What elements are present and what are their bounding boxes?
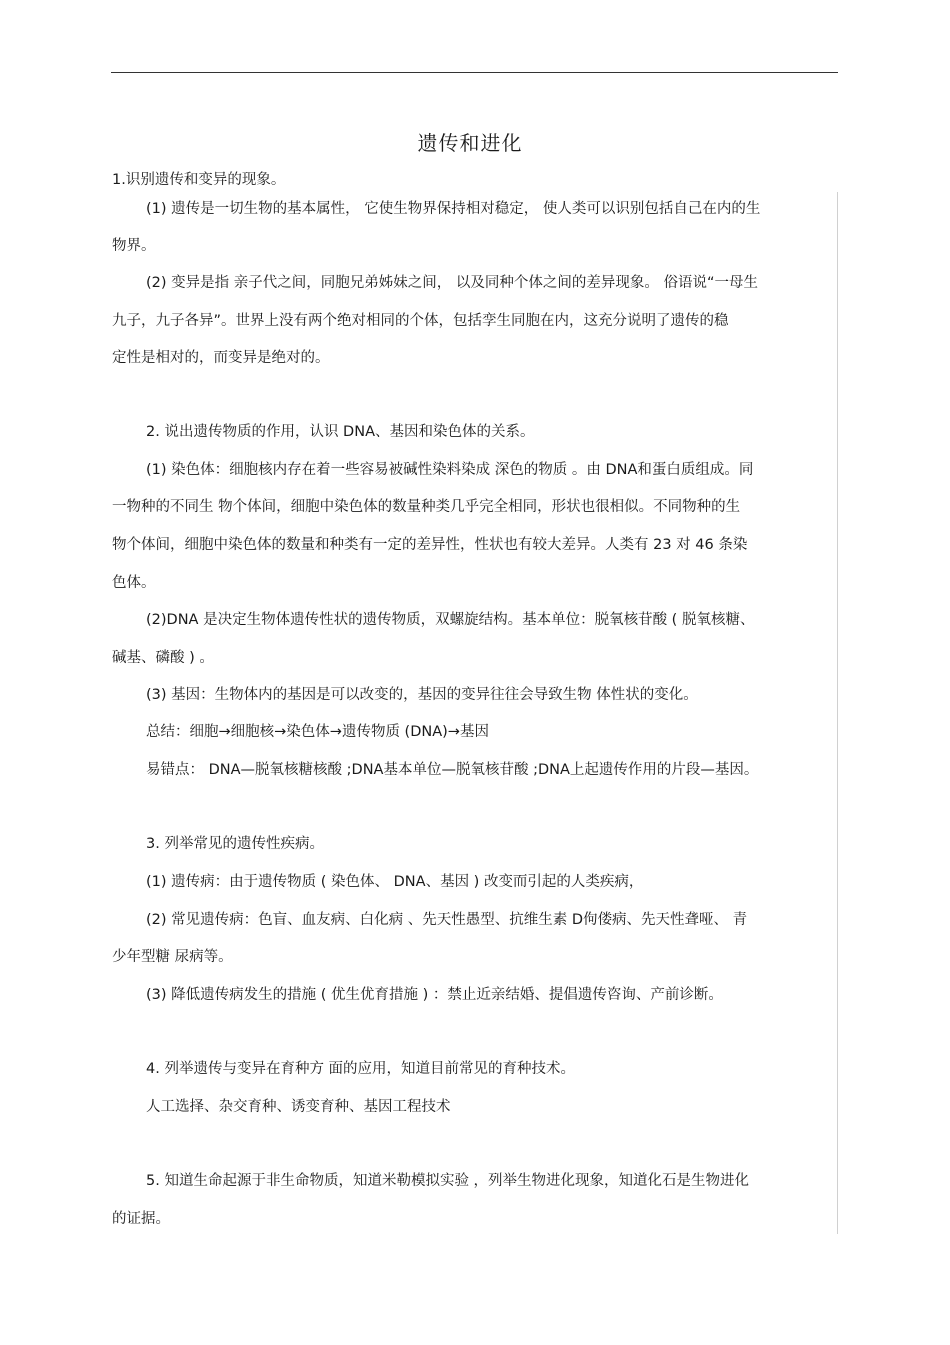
text-line: (2) 变异是指 亲子代之间，同胞兄弟姊妹之间， 以及同种个体之间的差异现象。 俗语说“一母生: [146, 275, 758, 291]
text-line: (2) 常见遗传病：色盲、血友病、白化病 、先天性愚型、抗维生素 D佝偻病、先天性聋哑、 青: [146, 912, 748, 928]
text-line: 少年型糖 尿病等。: [112, 949, 233, 965]
text-line: 物界。: [112, 238, 156, 254]
text-line: (1) 遗传病：由于遗传物质 ( 染色体、 DNA、基因 ) 改变而引起的人类疾病，: [146, 874, 644, 890]
text-line: 人工选择、杂交育种、诱变育种、基因工程技术: [146, 1099, 451, 1115]
margin-rule: [837, 192, 838, 1234]
text-line: 4. 列举遗传与变异在育种方 面的应用，知道目前常见的育种技术。: [146, 1061, 576, 1077]
text-line: (2)DNA 是决定生物体遗传性状的遗传物质，双螺旋结构。基本单位：脱氧核苷酸 ( 脱氧核糖、: [146, 612, 755, 628]
text-line: 1.识别遗传和变异的现象。: [112, 172, 286, 188]
text-line: 定性是相对的，而变异是绝对的。: [112, 350, 330, 366]
page-title: 遗传和进化: [417, 131, 523, 155]
text-line: 2. 说出遗传物质的作用，认识 DNA、基因和染色体的关系。: [146, 424, 535, 440]
text-line: 总结：细胞→细胞核→染色体→遗传物质 (DNA)→基因: [146, 724, 489, 740]
text-line: 九子，九子各异”。世界上没有两个绝对相同的个体，包括孪生同胞在内，这充分说明了遗传的稳: [112, 313, 729, 329]
text-line: (3) 基因：生物体内的基因是可以改变的，基因的变异往往会导致生物 体性状的变化。: [146, 687, 698, 703]
text-line: (3) 降低遗传病发生的措施 ( 优生优育措施 ) ：禁止近亲结婚、提倡遗传咨询、产前诊断。: [146, 987, 723, 1003]
text-line: 的证据。: [112, 1211, 170, 1227]
header-rule: [111, 72, 838, 73]
text-line: 易错点： DNA—脱氧核糖核酸 ;DNA基本单位—脱氧核苷酸 ;DNA上起遗传作用的片段—基因。: [146, 762, 759, 778]
text-line: 一物种的不同生 物个体间，细胞中染色体的数量种类几乎完全相同，形状也很相似。不同物种的生: [112, 499, 741, 515]
text-line: (1) 遗传是一切生物的基本属性， 它使生物界保持相对稳定， 使人类可以识别包括自己在内的生: [146, 201, 761, 217]
text-line: 碱基、磷酸 ) 。: [112, 650, 214, 666]
text-line: 5. 知道生命起源于非生命物质，知道米勒模拟实验 ，列举生物进化现象，知道化石是生物进化: [146, 1173, 750, 1189]
text-line: (1) 染色体：细胞核内存在着一些容易被碱性染料染成 深色的物质 。由 DNA和蛋白质组成。同: [146, 462, 754, 478]
text-line: 物个体间，细胞中染色体的数量和种类有一定的差异性，性状也有较大差异。人类有 23 对 46 条染: [112, 537, 748, 553]
text-line: 3. 列举常见的遗传性疾病。: [146, 836, 324, 852]
text-line: 色体。: [112, 575, 156, 591]
